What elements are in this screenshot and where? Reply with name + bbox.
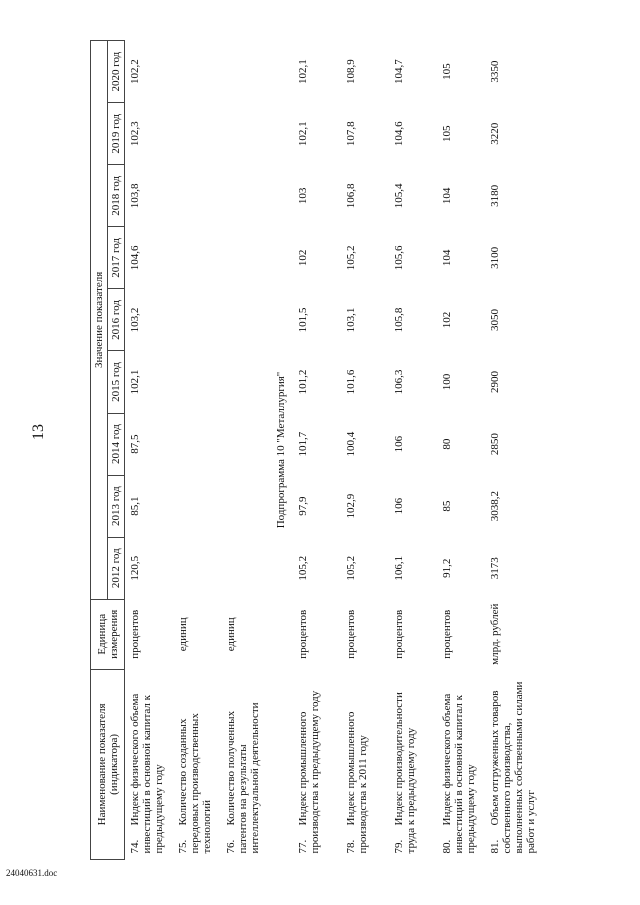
indicator-name-cell xyxy=(437,669,485,859)
indicator-name: Индекс производительности труда к предыдущему году xyxy=(393,692,417,854)
value-cell: 105,2 xyxy=(297,555,309,581)
unit-cell: процентов xyxy=(297,609,309,659)
unit-cell: процентов xyxy=(393,609,405,659)
value-cell: 104 xyxy=(441,249,453,267)
rotated-table-area xyxy=(90,40,630,860)
table-body-a xyxy=(125,41,270,860)
value-cell: 102,3 xyxy=(129,121,141,147)
table-row xyxy=(293,41,341,860)
subprogram-title: Подпрограмма 10 "Металлургия" xyxy=(275,371,287,529)
value-cell xyxy=(221,103,269,165)
value-cell: 104,6 xyxy=(129,245,141,271)
value-cell: 100,4 xyxy=(345,431,357,457)
value-cell xyxy=(221,41,269,103)
indicator-name-cell xyxy=(125,669,174,859)
header-year: 2015 год xyxy=(108,351,125,413)
indicator-name: Индекс промышленного производства к 2011 году xyxy=(345,711,369,854)
header-year: 2020 год xyxy=(108,41,125,103)
unit-cell: процентов xyxy=(345,609,357,659)
unit-cell: процентов xyxy=(441,609,453,659)
table-row xyxy=(485,41,541,860)
value-cell: 107,8 xyxy=(345,121,357,147)
value-cell: 102 xyxy=(297,249,309,267)
value-cell: 104,7 xyxy=(393,59,405,84)
row-number: 81. xyxy=(489,839,501,854)
value-cell: 3180 xyxy=(489,184,501,207)
indicator-name-cell xyxy=(341,669,389,859)
unit-cell: млрд. рублей xyxy=(489,603,501,665)
document-code: 24040631.doc xyxy=(6,868,58,878)
value-cell: 105,8 xyxy=(393,307,405,333)
value-cell: 101,2 xyxy=(297,369,309,395)
value-cell: 97,9 xyxy=(297,496,309,516)
value-cell: 100 xyxy=(441,373,453,391)
value-cell: 105 xyxy=(441,63,453,80)
header-year: 2018 год xyxy=(108,165,125,227)
value-cell: 106 xyxy=(393,497,405,515)
value-cell: 3050 xyxy=(489,308,501,331)
value-cell: 103 xyxy=(297,187,309,205)
value-cell: 106,1 xyxy=(393,555,405,581)
value-cell: 85,1 xyxy=(129,496,141,516)
value-cell: 102,1 xyxy=(297,121,309,147)
indicator-name-cell xyxy=(293,669,341,859)
value-cell: 105 xyxy=(441,125,453,142)
indicator-name: Количество полученных патентов на результаты интеллектуальной деятельности xyxy=(225,702,261,854)
value-cell: 2900 xyxy=(489,371,501,393)
value-cell: 85 xyxy=(441,500,453,512)
value-cell xyxy=(221,289,269,351)
value-cell: 106,8 xyxy=(345,183,357,209)
value-cell: 3220 xyxy=(489,122,501,145)
value-cell: 103,2 xyxy=(129,307,141,333)
indicator-table xyxy=(90,40,541,860)
value-cell xyxy=(173,165,221,227)
indicator-name-cell xyxy=(485,669,541,859)
indicator-name: Индекс промышленного производства к предыдущему году xyxy=(297,690,321,854)
header-name: Наименование показателя (индикатора) xyxy=(91,669,125,859)
header-year: 2019 год xyxy=(108,103,125,165)
value-cell xyxy=(173,289,221,351)
value-cell: 106,3 xyxy=(393,369,405,395)
table-row xyxy=(389,41,437,860)
header-year: 2013 год xyxy=(108,475,125,537)
value-cell: 120,5 xyxy=(129,555,141,581)
row-number: 78. xyxy=(345,839,357,854)
table-row xyxy=(341,41,389,860)
indicator-name: Объем отгруженных товаров собственного производства, выполненных собственными силами работ и услуг xyxy=(489,681,537,854)
page-number: 13 xyxy=(30,424,47,440)
unit-cell: единиц xyxy=(177,617,189,652)
value-cell: 106 xyxy=(393,435,405,453)
indicator-name: Индекс физического объема инвестиций в основной капитал к предыдущему году xyxy=(129,693,165,854)
value-cell xyxy=(221,413,269,475)
value-cell xyxy=(221,537,269,599)
indicator-name: Количество созданных передовых производственных технологий xyxy=(177,713,213,854)
value-cell xyxy=(173,103,221,165)
indicator-name-cell xyxy=(389,669,437,859)
unit-cell: процентов xyxy=(129,609,141,659)
header-unit: Единица измерения xyxy=(91,599,125,669)
header-year: 2014 год xyxy=(108,413,125,475)
value-cell: 3100 xyxy=(489,246,501,269)
table-row xyxy=(173,41,221,860)
value-cell: 101,5 xyxy=(297,307,309,333)
header-year: 2012 год xyxy=(108,537,125,599)
value-cell xyxy=(221,351,269,413)
value-cell: 102 xyxy=(441,311,453,329)
value-cell: 101,6 xyxy=(345,369,357,395)
value-cell: 105,2 xyxy=(345,245,357,271)
value-cell: 102,2 xyxy=(129,59,141,84)
value-cell: 105,2 xyxy=(345,555,357,581)
indicator-name-cell xyxy=(173,669,221,859)
value-cell: 87,5 xyxy=(129,434,141,454)
value-cell: 104,6 xyxy=(393,121,405,147)
value-cell: 104 xyxy=(441,187,453,205)
table-row xyxy=(125,41,174,860)
table-body-b xyxy=(293,41,541,860)
value-cell: 105,4 xyxy=(393,183,405,209)
value-cell: 3350 xyxy=(489,60,501,83)
value-cell: 102,1 xyxy=(129,369,141,395)
value-cell: 3173 xyxy=(489,557,501,580)
row-number: 79. xyxy=(393,839,405,854)
value-cell xyxy=(221,475,269,537)
table-row xyxy=(437,41,485,860)
row-number: 74. xyxy=(129,839,141,854)
row-number: 80. xyxy=(441,839,453,854)
value-cell xyxy=(221,227,269,289)
unit-cell: единиц xyxy=(225,617,237,652)
value-cell xyxy=(173,41,221,103)
value-cell: 103,8 xyxy=(129,183,141,209)
value-cell xyxy=(173,413,221,475)
value-cell xyxy=(221,165,269,227)
value-cell: 80 xyxy=(441,438,453,450)
value-cell xyxy=(173,351,221,413)
value-cell: 2850 xyxy=(489,433,501,456)
value-cell xyxy=(173,227,221,289)
value-cell: 3038,2 xyxy=(489,491,501,522)
value-cell: 102,9 xyxy=(345,493,357,519)
table-row xyxy=(221,41,269,860)
value-cell xyxy=(173,475,221,537)
value-cell xyxy=(173,537,221,599)
row-number: 76. xyxy=(225,839,237,854)
indicator-name: Индекс физического объема инвестиций в основной капитал к предыдущему году xyxy=(441,693,477,854)
header-year: 2017 год xyxy=(108,227,125,289)
row-number: 77. xyxy=(297,839,309,854)
header-year: 2016 год xyxy=(108,289,125,351)
value-cell: 91,2 xyxy=(441,558,453,578)
indicator-name-cell xyxy=(221,669,269,859)
value-cell: 103,1 xyxy=(345,307,357,333)
value-cell: 108,9 xyxy=(345,59,357,84)
row-number: 75. xyxy=(177,839,189,854)
value-cell: 101,7 xyxy=(297,431,309,457)
header-value-group: Значение показателя xyxy=(91,41,108,600)
value-cell: 105,6 xyxy=(393,245,405,271)
value-cell: 102,1 xyxy=(297,59,309,84)
